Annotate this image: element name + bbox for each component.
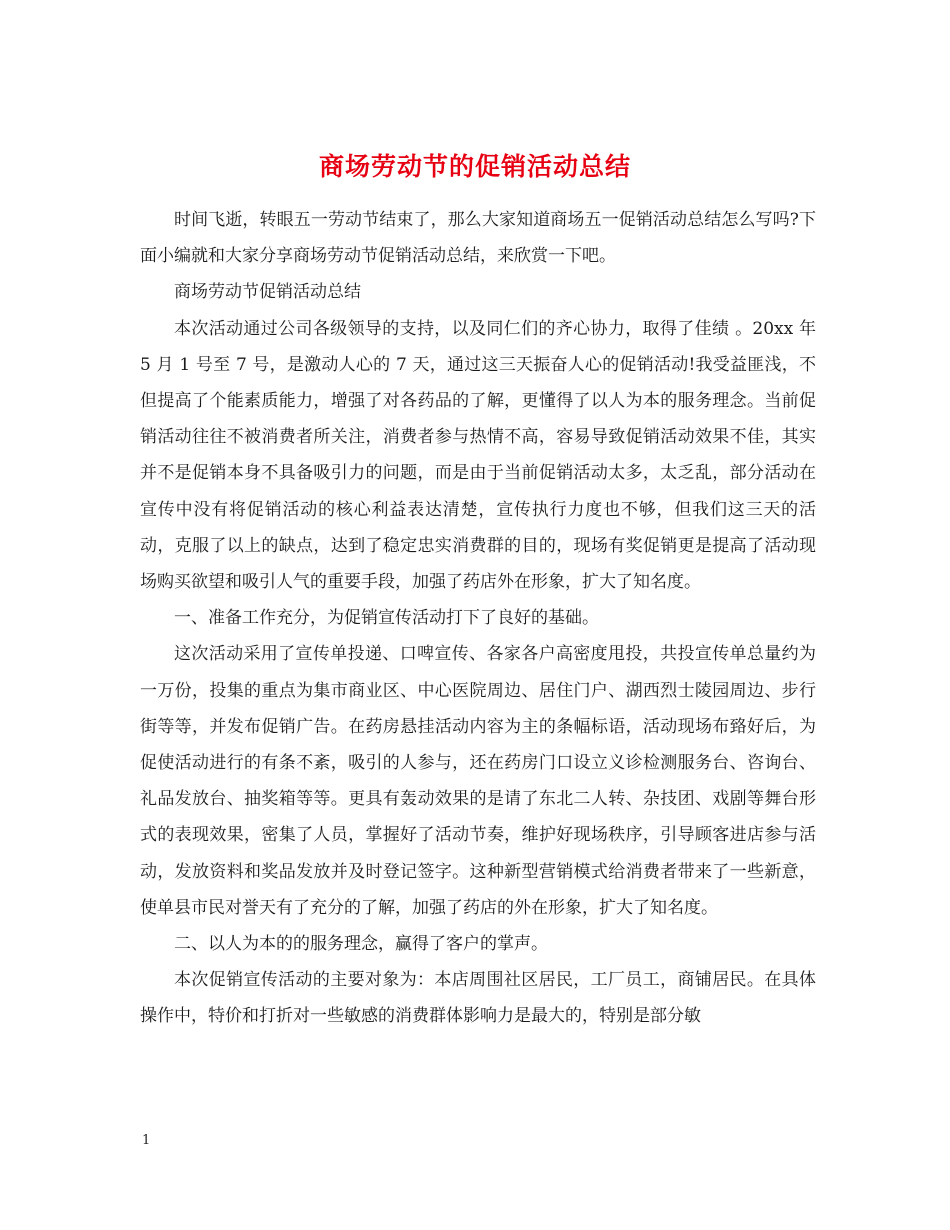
- document-body: [140, 202, 816, 1035]
- subtitle-paragraph: 商场劳动节促销活动总结: [174, 282, 361, 303]
- body-paragraph: 这次活动采用了宣传单投递、口啤宣传、各家各户高密度甩投，共投宣传单总量约为一万份，投集的重点为集市商业区、中心医院周边、居住门户、湖西烈士陵园周边、步行街等等，并发布促销广告。在药房悬挂活动内容为主的条幅标语，活动现场布臵好后，为促使活动进行的有条不紊，吸引的人参与，还在药房门口设立义诊检测服务台、咨询台、礼品发放台、抽奖箱等等。更具有轰动效果的是请了东北二人转、杂技团、戏剧等舞台形式的表现效果，密集了人员，掌握好了活动节奏，维护好现场秩序，引导顾客进店参与活动，发放资料和奖品发放并及时登记签字。这种新型营销模式给消费者带来了一些新意，使单县市民对誉天有了充分的了解，加强了药店的外在形象，扩大了知名度。: [140, 644, 816, 918]
- intro-paragraph: 时间飞逝，转眼五一劳动节结束了，那么大家知道商场五一促销活动总结怎么写吗?下面小编就和大家分享商场劳动节促销活动总结，来欣赏一下吧。: [140, 210, 816, 267]
- page-number: 1: [142, 1133, 151, 1148]
- document-title: 商场劳动节的促销活动总结: [318, 151, 631, 181]
- section-heading-2: 二、以人为本的的服务理念，赢得了客户的掌声。: [174, 934, 548, 955]
- section-heading-1: 一、准备工作充分，为促销宣传活动打下了良好的基础。: [174, 608, 599, 629]
- body-paragraph: 本次促销宣传活动的主要对象为：本店周围社区居民，工厂员工，商铺居民。在具体操作中，特价和打折对一些敏感的消费群体影响力是最大的，特别是部分敏: [140, 970, 816, 1027]
- body-paragraph: 本次活动通过公司各级领导的支持，以及同仁们的齐心协力，取得了佳绩 。20xx 年 5 月 1 号至 7 号，是激动人心的 7 天，通过这三天振奋人心的促销活动!我受益匪浅，不但提高了个能素质能力，增强了对各药品的了解，更懂得了以人为本的服务理念。当前促销活动往往不被消费者所关注，消费者参与热情不高，容易导致促销活动效果不佳，其实并不是促销本身不具备吸引力的问题，而是由于当前促销活动太多，太乏乱，部分活动在宣传中没有将促销活动的核心利益表达清楚，宣传执行力度也不够，但我们这三天的活动，克服了以上的缺点，达到了稳定忠实消费群的目的，现场有奖促销更是提高了活动现场购买欲望和吸引人气的重要手段，加强了药店外在形象，扩大了知名度。: [140, 318, 816, 593]
